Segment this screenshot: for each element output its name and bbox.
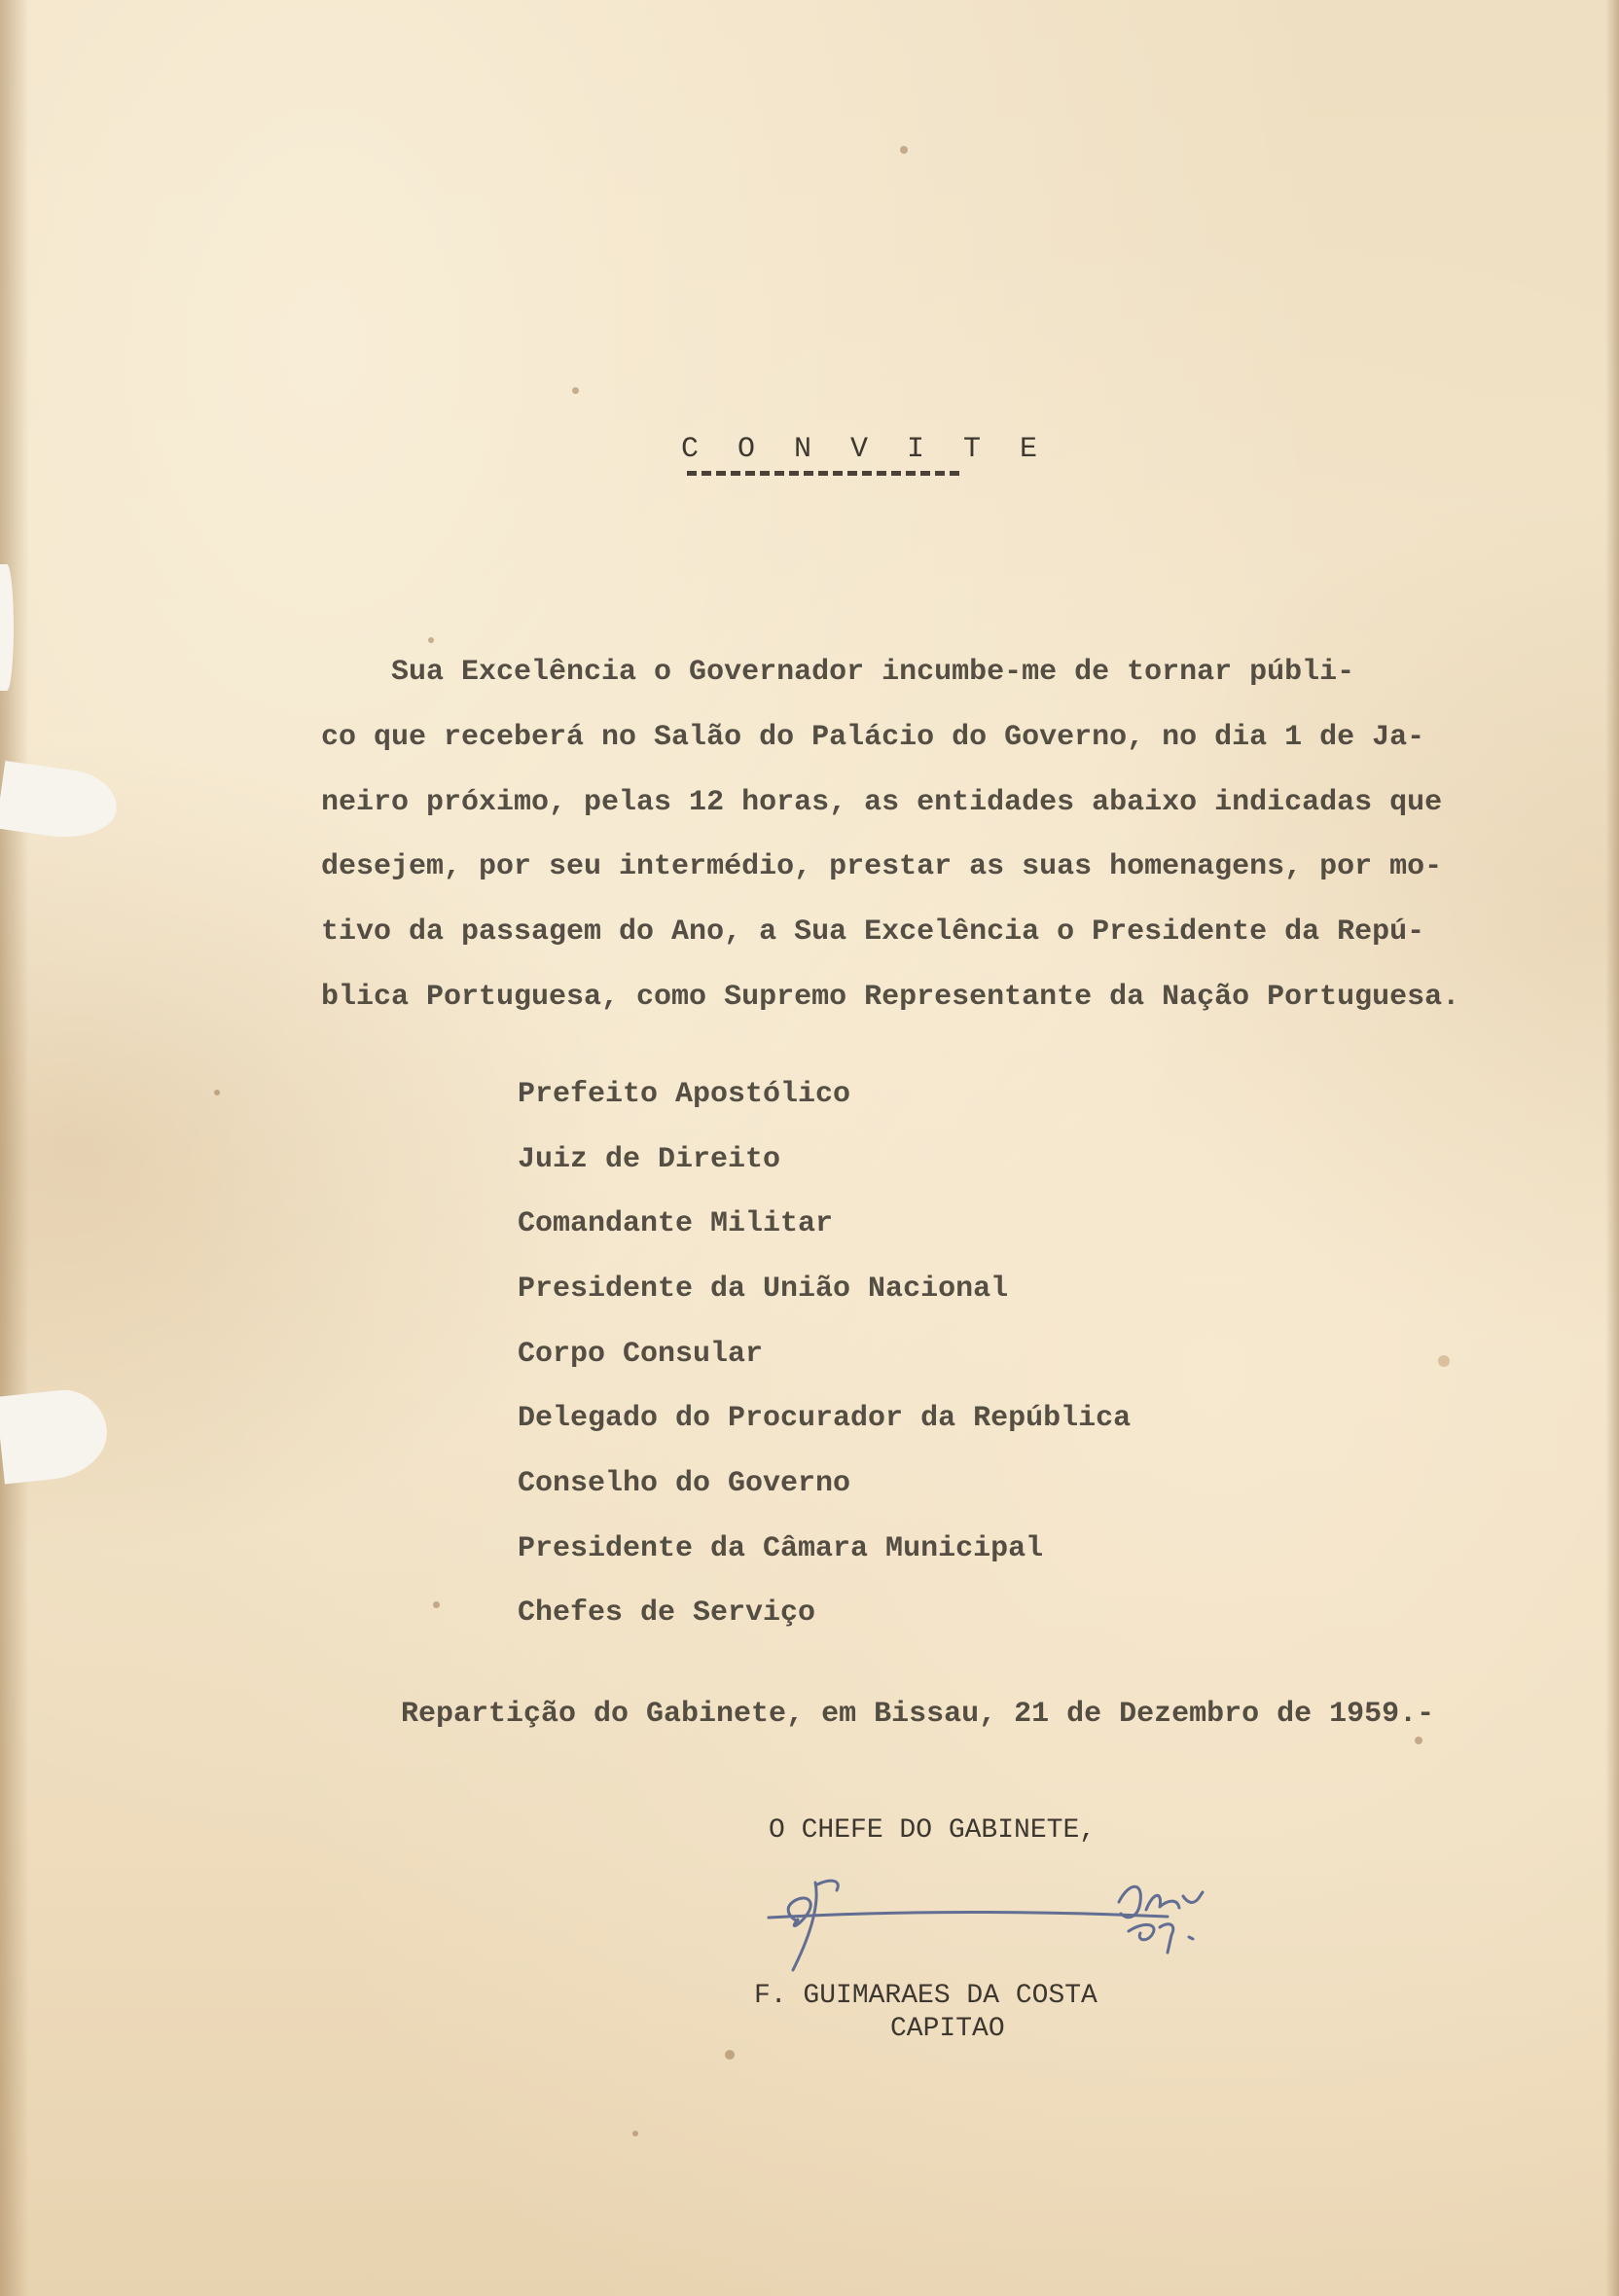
paragraph-line: desejem, por seu intermédio, prestar as suas homenagens, por mo-	[321, 850, 1443, 883]
paragraph-line: co que receberá no Salão do Palácio do Governo, no dia 1 de Ja-	[321, 721, 1425, 754]
entity-list-item: Corpo Consular	[518, 1338, 764, 1371]
entity-list-item: Prefeito Apostólico	[518, 1078, 851, 1111]
paragraph-line: Sua Excelência o Governador incumbe-me de tornar públi-	[321, 656, 1355, 689]
entity-list-item: Chefes de Serviço	[518, 1596, 816, 1630]
signatory-rank: CAPITAO	[890, 2014, 1005, 2044]
paper-tear	[0, 564, 14, 691]
paragraph-line: neiro próximo, pelas 12 horas, as entidades abaixo indicadas que	[321, 786, 1443, 819]
signature-heading: O CHEFE DO GABINETE,	[769, 1815, 1097, 1846]
stain-speck	[572, 387, 579, 394]
date-place-line: Repartição do Gabinete, em Bissau, 21 de Dezembro de 1959.-	[401, 1698, 1435, 1731]
document-title: C O N V I T E	[681, 433, 1049, 466]
entity-list-item: Juiz de Direito	[518, 1143, 781, 1176]
paragraph-line: tivo da passagem do Ano, a Sua Excelência o Presidente da Repú-	[321, 915, 1425, 949]
signatory-name: F. GUIMARAES DA COSTA	[754, 1981, 1097, 2011]
title-underline	[687, 471, 959, 476]
entity-list-item: Presidente da União Nacional	[518, 1273, 1009, 1306]
stain-speck	[1415, 1737, 1422, 1744]
stain-speck	[214, 1090, 220, 1095]
paragraph-line: blica Portuguesa, como Supremo Representante da Nação Portuguesa.	[321, 981, 1460, 1014]
stain-speck	[900, 146, 908, 154]
stain-speck	[632, 2131, 638, 2136]
handwritten-signature	[759, 1863, 1304, 1980]
stain-speck	[1438, 1355, 1450, 1367]
left-edge-stain	[0, 0, 29, 2296]
entity-list-item: Comandante Militar	[518, 1207, 834, 1240]
right-edge-shadow	[1605, 0, 1619, 2296]
stain-speck	[433, 1601, 440, 1608]
paper-tear	[0, 1385, 111, 1484]
entity-list-item: Delegado do Procurador da República	[518, 1402, 1132, 1435]
entity-list-item: Conselho do Governo	[518, 1467, 851, 1500]
stain-speck	[428, 637, 434, 643]
stain-speck	[725, 2050, 735, 2060]
entity-list-item: Presidente da Câmara Municipal	[518, 1532, 1044, 1565]
